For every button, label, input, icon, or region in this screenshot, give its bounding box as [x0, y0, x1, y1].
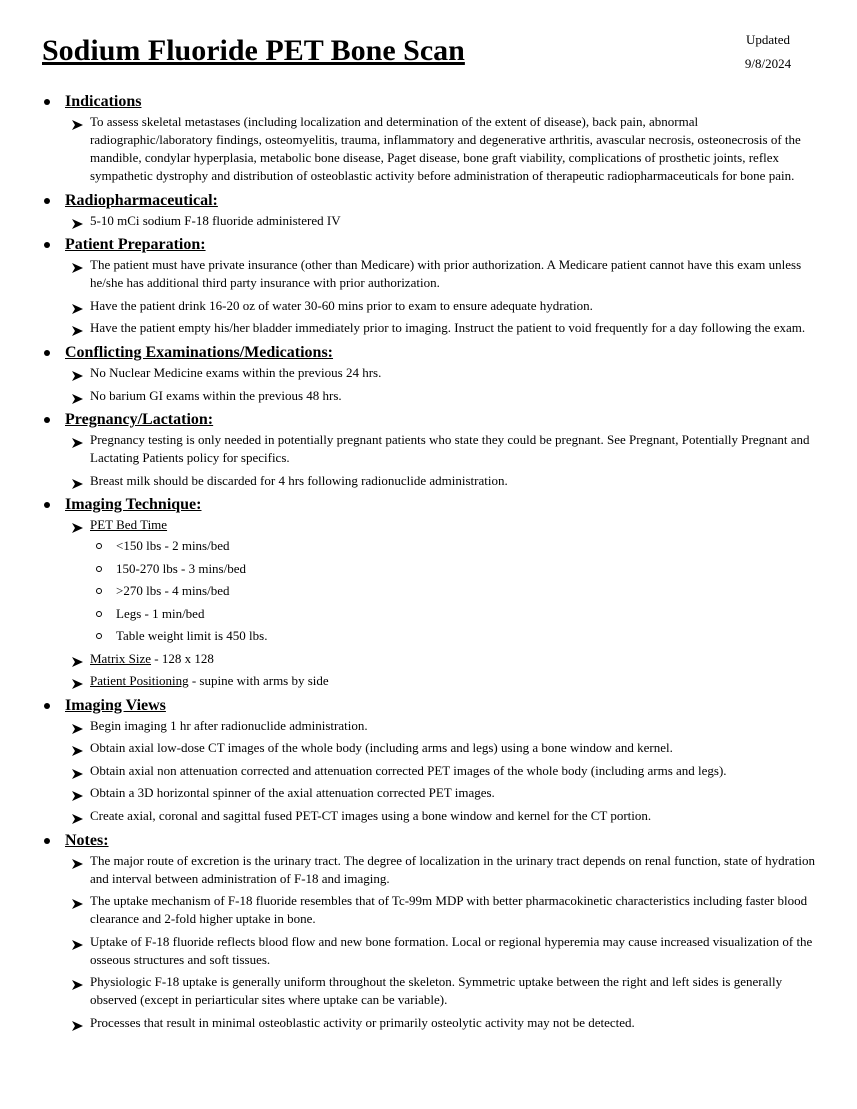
- bullet-icon: [44, 350, 50, 356]
- section-heading-text: Imaging Technique:: [65, 496, 202, 514]
- section-heading-text: Imaging Views: [65, 696, 166, 714]
- section-heading: [0, 695, 857, 716]
- arrowhead-bullet-icon: [72, 896, 83, 906]
- list-item: [0, 387, 857, 405]
- section: [0, 494, 857, 690]
- bullet-icon: [44, 838, 50, 844]
- list-item: [0, 113, 857, 185]
- arrowhead-bullet-icon: [72, 937, 83, 947]
- circle-bullet-icon: [96, 588, 102, 594]
- section: [0, 190, 857, 230]
- list-item: [0, 431, 857, 467]
- list-item: [0, 516, 857, 645]
- arrowhead-bullet-icon: [72, 323, 83, 333]
- list-item: [0, 256, 857, 292]
- bullet-icon: [44, 198, 50, 204]
- section-heading: [0, 234, 857, 255]
- section-heading: [0, 91, 857, 112]
- list-item: [0, 933, 857, 969]
- item-text: - supine with arms by side: [188, 673, 329, 689]
- list-item: [0, 892, 857, 928]
- list-item: [0, 472, 857, 490]
- item-text: Have the patient empty his/her bladder immediately prior to imaging. Instruct the patient to void frequently for a day following the exam.: [90, 320, 806, 336]
- list-item: [0, 717, 857, 735]
- arrowhead-bullet-icon: [72, 1018, 83, 1028]
- arrowhead-bullet-icon: [72, 743, 83, 753]
- arrowhead-bullet-icon: [72, 654, 83, 664]
- circle-bullet-icon: [96, 633, 102, 639]
- list-item: [0, 650, 857, 668]
- section-heading-text: Conflicting Examinations/Medications:: [65, 343, 334, 361]
- section-heading-text: Notes:: [65, 831, 109, 849]
- arrowhead-bullet-icon: [72, 811, 83, 821]
- item-label: Matrix Size: [90, 650, 152, 666]
- circle-bullet-icon: [96, 543, 102, 549]
- list-item: [0, 364, 857, 382]
- section-heading: [0, 190, 857, 211]
- item-text: The patient must have private insurance (other than Medicare) with prior authorization. A Medicare patient cannot have this exam unless he/she has additional third party insurance with prior authorization.: [90, 257, 802, 291]
- updated-date: 9/8/2024: [744, 56, 792, 71]
- sub-item-text: 150-270 lbs - 3 mins/bed: [116, 560, 246, 576]
- section: [0, 234, 857, 337]
- item-text: Have the patient drink 16-20 oz of water 30-60 mins prior to exam to ensure adequate hydration.: [90, 297, 593, 313]
- arrowhead-bullet-icon: [72, 788, 83, 798]
- sub-item-text: Table weight limit is 450 lbs.: [116, 627, 268, 643]
- sub-list-item: [90, 627, 821, 645]
- list-item: [0, 973, 857, 1009]
- item-label: PET Bed Time: [90, 517, 168, 533]
- arrowhead-bullet-icon: [72, 977, 83, 987]
- list-item: [0, 297, 857, 315]
- item-text: Processes that result in minimal osteoblastic activity or primarily osteolytic activity may not be detected.: [90, 1015, 635, 1031]
- list-item: [0, 762, 857, 780]
- bullet-icon: [44, 502, 50, 508]
- updated-stamp: [728, 28, 808, 76]
- sub-list: [90, 537, 821, 645]
- section: [0, 342, 857, 405]
- sub-list-item: [90, 537, 821, 555]
- sub-item-text: Legs - 1 min/bed: [116, 605, 205, 621]
- document-body: [0, 91, 857, 1037]
- section: [0, 830, 857, 1032]
- arrowhead-bullet-icon: [72, 368, 83, 378]
- bullet-icon: [44, 703, 50, 709]
- updated-label: Updated: [745, 32, 791, 47]
- item-text: 5-10 mCi sodium F-18 fluoride administered IV: [90, 212, 341, 228]
- list-item: [0, 212, 857, 230]
- circle-bullet-icon: [96, 611, 102, 617]
- sub-list-item: [90, 582, 821, 600]
- item-text: - 128 x 128: [151, 650, 214, 666]
- section-heading-text: Patient Preparation:: [65, 236, 206, 254]
- section-heading: [0, 494, 857, 515]
- arrowhead-bullet-icon: [72, 260, 83, 270]
- item-text: No Nuclear Medicine exams within the previous 24 hrs.: [90, 364, 382, 380]
- arrowhead-bullet-icon: [72, 856, 83, 866]
- section: [0, 409, 857, 490]
- arrowhead-bullet-icon: [72, 301, 83, 311]
- sub-item-text: >270 lbs - 4 mins/bed: [116, 583, 230, 599]
- section: [0, 91, 857, 185]
- item-text: The major route of excretion is the urinary tract. The degree of localization in the urinary tract depends on renal function, state of hydration and interval between administration of F-18 and imaging.: [90, 852, 815, 886]
- section-heading: [0, 342, 857, 363]
- bullet-icon: [44, 417, 50, 423]
- list-item: [0, 319, 857, 337]
- circle-bullet-icon: [96, 566, 102, 572]
- arrowhead-bullet-icon: [72, 766, 83, 776]
- arrowhead-bullet-icon: [72, 676, 83, 686]
- item-text: Physiologic F-18 uptake is generally uniform throughout the skeleton. Symmetric uptake between the right and left sides is generally observed (except in periarticular sites where uptake can be variable).: [90, 974, 783, 1008]
- arrowhead-bullet-icon: [72, 476, 83, 486]
- item-text: Obtain a 3D horizontal spinner of the axial attenuation corrected PET images.: [90, 785, 495, 801]
- list-item: [0, 807, 857, 825]
- bullet-icon: [44, 242, 50, 248]
- item-text: Uptake of F-18 fluoride reflects blood flow and new bone formation. Local or regional hyperemia may cause increased visualization of the osseous structures and soft tissues.: [90, 933, 813, 967]
- item-label: Patient Positioning: [90, 673, 189, 689]
- arrowhead-bullet-icon: [72, 391, 83, 401]
- list-item: [0, 852, 857, 888]
- sub-item-text: <150 lbs - 2 mins/bed: [116, 538, 230, 554]
- item-text: To assess skeletal metastases (including localization and determination of the extent of disease), back pain, abnormal radiographic/laboratory findings, osteomyelitis, trauma, inflammatory and degenerative arthritis, avascular necrosis, osteonecrosis of the mandible, condylar hyperplasia, metabolic bone disease, Paget disease, bone graft viability, complications of prosthetic joints, reflex sympathetic dystrophy and distribution of osteoblastic activity before administration of therapeutic radiopharmaceuticals for bone pain.: [90, 114, 801, 183]
- section: [0, 695, 857, 825]
- section-heading: [0, 830, 857, 851]
- item-text: Obtain axial low-dose CT images of the whole body (including arms and legs) using a bone window and kernel.: [90, 740, 673, 756]
- list-item: [0, 672, 857, 690]
- item-text: No barium GI exams within the previous 48 hrs.: [90, 387, 342, 403]
- item-text: Pregnancy testing is only needed in potentially pregnant patients who state they could be pregnant. See Pregnant, Potentially Pregnant and Lactating Patients policy for specifics.: [90, 432, 810, 466]
- arrowhead-bullet-icon: [72, 520, 83, 530]
- arrowhead-bullet-icon: [72, 435, 83, 445]
- arrowhead-bullet-icon: [72, 216, 83, 226]
- list-item: [0, 739, 857, 757]
- section-heading: [0, 409, 857, 430]
- list-item: [0, 784, 857, 802]
- item-text: Create axial, coronal and sagittal fused PET-CT images using a bone window and kernel for the CT portion.: [90, 808, 652, 824]
- page-title: Sodium Fluoride PET Bone Scan: [42, 34, 465, 67]
- item-text: Begin imaging 1 hr after radionuclide administration.: [90, 717, 368, 733]
- item-text: The uptake mechanism of F-18 fluoride resembles that of Tc-99m MDP with better pharmacokinetic characteristics including faster blood clearance and 2-fold higher uptake in bone.: [90, 893, 808, 927]
- sub-list-item: [90, 605, 821, 623]
- item-text: Breast milk should be discarded for 4 hrs following radionuclide administration.: [90, 472, 508, 488]
- arrowhead-bullet-icon: [72, 721, 83, 731]
- sub-list-item: [90, 560, 821, 578]
- list-item: [0, 1014, 857, 1032]
- item-text: Obtain axial non attenuation corrected and attenuation corrected PET images of the whole body (including arms and legs).: [90, 762, 727, 778]
- section-heading-text: Radiopharmaceutical:: [65, 191, 218, 209]
- arrowhead-bullet-icon: [72, 117, 83, 127]
- bullet-icon: [44, 99, 50, 105]
- section-heading-text: Pregnancy/Lactation:: [65, 411, 214, 429]
- section-heading-text: Indications: [65, 93, 142, 110]
